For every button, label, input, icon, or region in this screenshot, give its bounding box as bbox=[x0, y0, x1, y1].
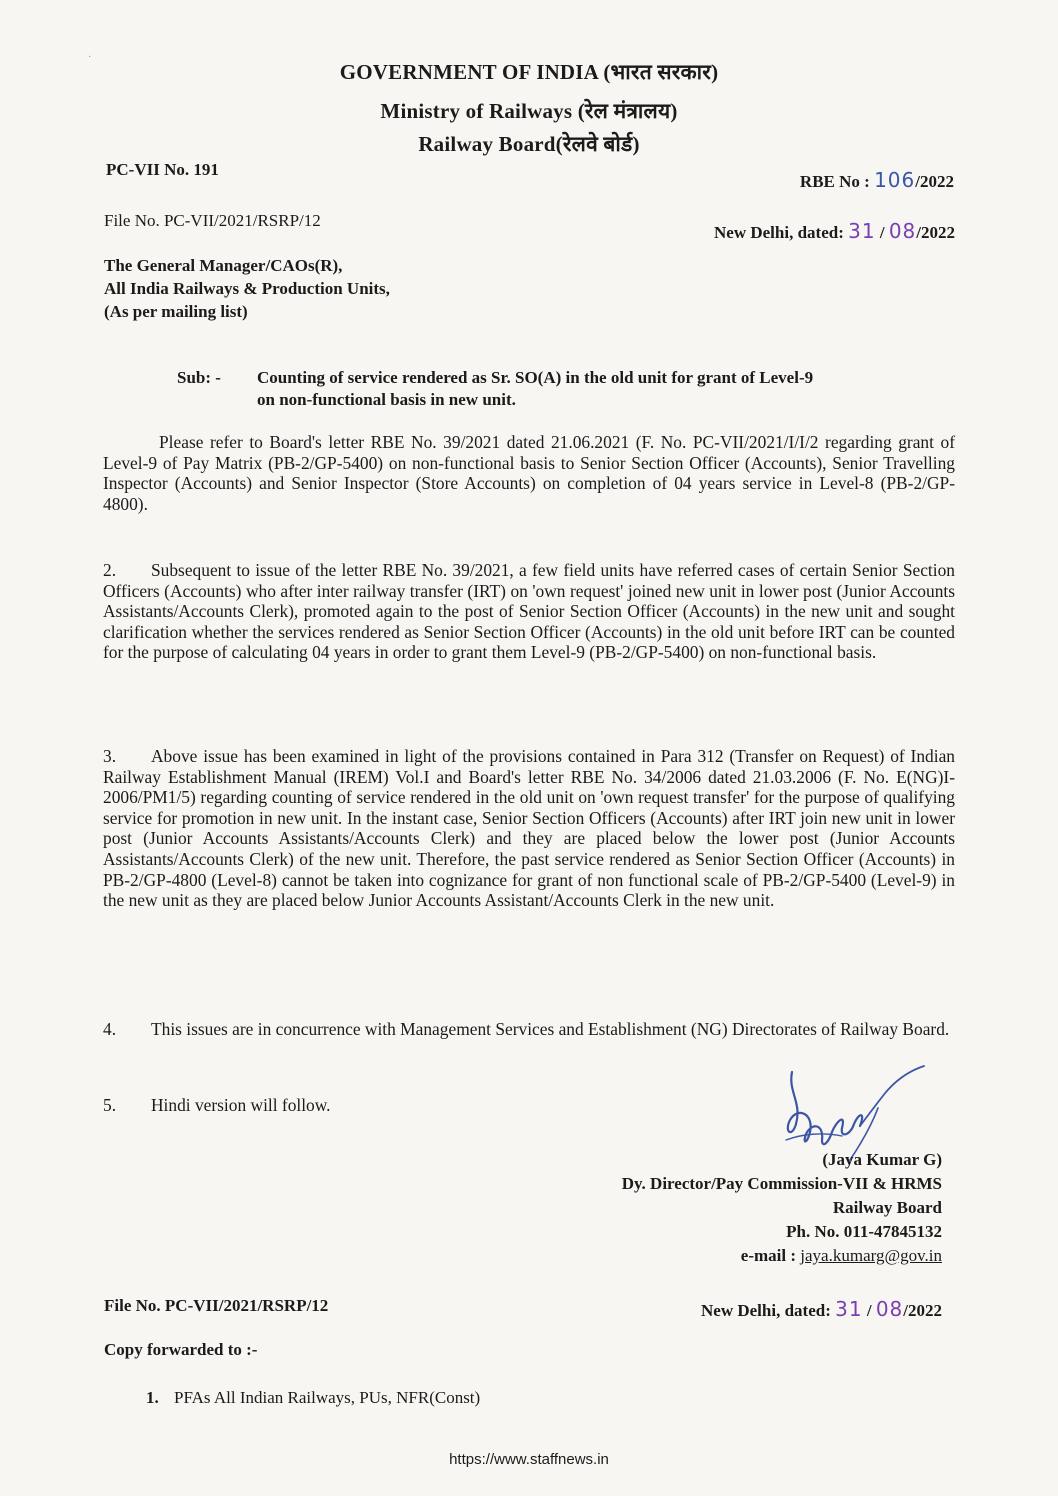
email-label: e-mail : bbox=[740, 1246, 801, 1265]
paragraph-number: 2. bbox=[103, 560, 117, 580]
signatory-name: (Jaya Kumar G) bbox=[822, 1150, 942, 1169]
rbe-label: RBE No : bbox=[799, 172, 870, 191]
date-separator: / bbox=[875, 223, 889, 242]
date-day-handwritten: 31 bbox=[848, 219, 876, 243]
paragraph-text: Hindi version will follow. bbox=[151, 1095, 331, 1115]
date-month-handwritten: 08 bbox=[888, 219, 917, 243]
addressee-line: (As per mailing list) bbox=[104, 302, 248, 321]
rbe-year: /2022 bbox=[915, 172, 954, 191]
paragraph-text: This issues are in concurrence with Management Services and Establishment (NG) Directorates of Railway Board. bbox=[151, 1019, 950, 1039]
file-number: File No. PC-VII/2021/RSRP/12 bbox=[104, 211, 321, 230]
paragraph-1: Please refer to Board's letter RBE No. 39/2021 dated 21.06.2021 (F. No. PC-VII/2021/I/I/2 regarding grant of Level-9 of Pay Matrix (PB-2/GP-5400) on non-functional basis to Senior Section Officer (Accounts), Senior Travelling Inspector (Accounts) and Senior Inspector (Store Accounts) on completion of 04 years service in Level-8 (PB-2/GP-4800). bbox=[103, 432, 955, 514]
header-ministry: Ministry of Railways (रेल मंत्रालय) bbox=[380, 99, 678, 123]
signatory-block bbox=[622, 1148, 942, 1268]
scan-speck: · bbox=[88, 52, 92, 63]
copy-date-year: /2022 bbox=[903, 1301, 942, 1320]
rbe-number-handwritten: 106 bbox=[874, 168, 916, 192]
footer-url[interactable]: https://www.staffnews.in bbox=[449, 1451, 609, 1468]
copy-date-month-handwritten: 08 bbox=[875, 1297, 904, 1321]
paragraph-text: Above issue has been examined in light of the provisions contained in Para 312 (Transfer on Request) of Indian Railway Establishment Manual (IREM) Vol.I and Board's letter RBE No. 34/2006 dated 21.03.2006 (F. No. E(NG)I-2006/PM1/5) regarding counting of service rendered in the old unit on 'own request transfer' for the purpose of qualifying service for promotion in new unit. In the instant case, Senior Section Officers (Accounts) after IRT join new unit in lower post (Junior Accounts Assistants/Accounts Clerk) and they are placed below the lower post (Junior Accounts Assistants/Accounts Clerk) of the new unit. Therefore, the past service rendered as Senior Section Officer (Accounts) in PB-2/GP-4800 (Level-8) cannot be taken into cognizance for grant of non functional scale of PB-2/GP-5400 (Level-9) in the new unit as they are placed below Junior Accounts Assistant/Accounts Clerk in the new unit. bbox=[103, 746, 955, 911]
addressee-line: All India Railways & Production Units, bbox=[104, 279, 390, 298]
copy-item-number: 1. bbox=[146, 1388, 159, 1407]
addressee-line: The General Manager/CAOs(R), bbox=[104, 256, 343, 275]
email-link[interactable]: jaya.kumarg@gov.in bbox=[800, 1246, 942, 1265]
paragraph-3 bbox=[103, 746, 955, 911]
subject-line: Counting of service rendered as Sr. SO(A) in the old unit for grant of Level-9 bbox=[257, 368, 814, 387]
subject-line: on non-functional basis in new unit. bbox=[257, 390, 516, 409]
paragraph-text: Subsequent to issue of the letter RBE No. 39/2021, a few field units have referred cases of certain Senior Section Officers (Accounts) who after inter railway transfer (IRT) on 'own request' joined new unit in lower post (Junior Accounts Assistants/Accounts Clerk), promoted again to the post of Senior Section Officer (Accounts) in the new unit and sought clarification whether the services rendered as Senior Section Officer (Accounts) in the old unit before IRT can be counted for the purpose of calculating 04 years in order to grant them Level-9 (PB-2/GP-5400) on non-functional basis. bbox=[103, 560, 955, 663]
header-board: Railway Board(रेलवे बोर्ड) bbox=[418, 132, 640, 156]
date-year: /2022 bbox=[916, 223, 955, 242]
copy-item-text: PFAs All Indian Railways, PUs, NFR(Const) bbox=[174, 1388, 481, 1407]
addressee-block bbox=[104, 254, 390, 323]
pc-number: PC-VII No. 191 bbox=[106, 160, 219, 179]
paragraph-number: 5. bbox=[103, 1095, 117, 1115]
subject-label: Sub: - bbox=[177, 368, 221, 387]
rbe-number-block bbox=[800, 168, 954, 192]
paragraph-number: 3. bbox=[103, 746, 117, 766]
copy-list-item bbox=[146, 1388, 480, 1408]
paragraph-4 bbox=[103, 1019, 955, 1040]
signatory-email-row bbox=[622, 1244, 942, 1268]
copy-date-label: New Delhi, dated: bbox=[701, 1301, 831, 1320]
signatory-phone: Ph. No. 011-47845132 bbox=[786, 1222, 942, 1241]
date-block bbox=[714, 219, 955, 243]
paragraph-number: 4. bbox=[103, 1019, 117, 1039]
copy-forwarded-label: Copy forwarded to :- bbox=[104, 1340, 258, 1359]
signatory-office: Railway Board bbox=[832, 1198, 942, 1217]
signatory-designation: Dy. Director/Pay Commission-VII & HRMS bbox=[621, 1174, 942, 1193]
date-label: New Delhi, dated: bbox=[714, 223, 844, 242]
copy-date-block bbox=[701, 1297, 942, 1321]
copy-date-separator: / bbox=[862, 1301, 876, 1320]
copy-file-number: File No. PC-VII/2021/RSRP/12 bbox=[104, 1296, 329, 1315]
header-government: GOVERNMENT OF INDIA (भारत सरकार) bbox=[339, 60, 719, 84]
paragraph-2 bbox=[103, 560, 955, 663]
subject-block bbox=[177, 367, 967, 411]
copy-date-day-handwritten: 31 bbox=[835, 1297, 863, 1321]
